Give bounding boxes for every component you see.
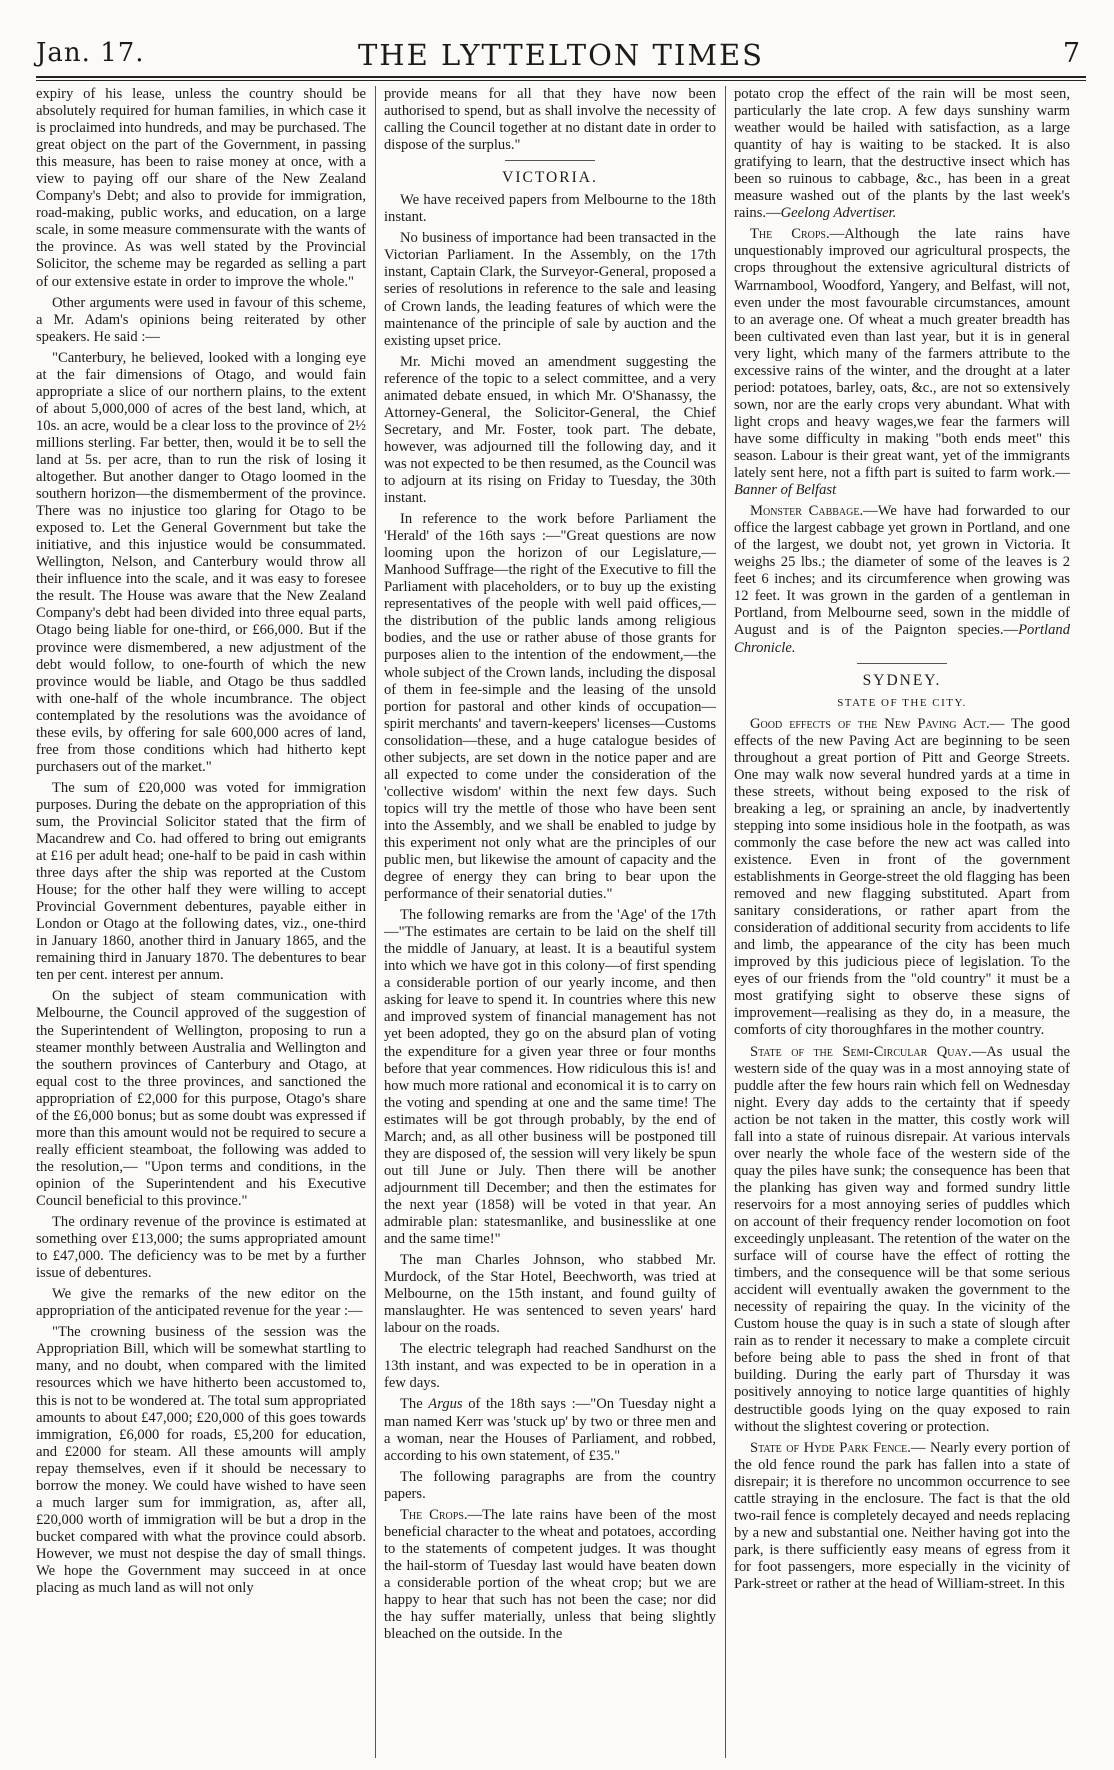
article-paragraph: [384, 1507, 716, 1643]
article-paragraph: [734, 226, 1070, 499]
crops2-text: —Although the late rains have unquestionably improved our agricultural prospects, the crops throughout the extensive agricultural districts of Warrnambool, Woodford, Yangery, and Belfast, will not, even under the most favourable circumstances, amount to an average one. Of wheat a much greater breadth has been cultivated even than last year, but it is in general very light, which many of the farmers attribute to the excessive rains of the winter, and the drought at a later period: potatoes, barley, oats, &c., are not so extensively sown, nor are the early crops very abundant. What with light crops and heavy wages,we fear the farmers will have some difficulty in making "both ends meet" this season. Labour is their great want, yet of the immigrants lately sent here, not a fifth part is suited to farm work.—: [734, 226, 1070, 482]
article-paragraph: [734, 716, 1070, 1040]
masthead-rule: [36, 76, 1086, 78]
crops2-heading: The Crops.: [750, 226, 830, 243]
article-paragraph: Mr. Michi moved an amendment suggesting the reference of the topic to a select committee, and a very animated debate ensued, in which Mr. O'Shanassy, the Attorney-General, the Solicitor-General, the Chief Secretary, and Mr. Foster, took part. The debate, however, was adjourned till the following day, and it was not expected to be then resumed, as the Council was to adjourn at its rising on Friday to Tuesday, the 30th instant.: [384, 353, 716, 507]
section-divider: [857, 663, 947, 664]
section-heading-victoria: VICTORIA.: [502, 169, 598, 187]
column-1: [36, 86, 366, 1758]
paving-text: — The good effects of the new Paving Act are beginning to be seen throughout a great portion of Pitt and George Streets. One may walk now several hundred yards at a time in these streets, without being exposed to the risk of breaking a leg, or spraining an ancle, by inadvertently stepping into some insidious hole in the footpath, as was commonly the case before the new act was called into existence. Even in front of the government establishments in George-street the old flagging has been removed and new flagging substituted. Apart from sanitary considerations, or rather apart from the consideration of additional security from accidents to life and limb, the appearance of the city has been much improved by this judicious piece of legislation. To the eyes of our friends from the "old country" it must be a most gratifying sight to observe these signs of improvement—realising as they do, in a measure, the comforts of city thoroughfares in the mother country.: [734, 715, 1070, 1039]
crops-heading: The Crops.: [400, 1506, 468, 1523]
page-number: 7: [1062, 38, 1080, 69]
article-paragraph: On the subject of steam communication with Melbourne, the Council approved of the suggestion of the Superintendent of Wellington, proposing to run a steamer monthly between Australia and Wellington and the southern provinces of Canterbury and Otago, at equal cost to the three provinces, and sanctioned the appropriation of £2,000 for this purpose, Otago's share of the £6,000 bonus; but as some doubt was expressed if more than this amount would not be required to secure a really efficient steamboat, the following was added to the resolution,— "Upon terms and conditions, in the opinion of the Superintendent and his Executive Council beneficial to this province.": [36, 988, 366, 1209]
cabbage-text: —We have had forwarded to our office the largest cabbage yet grown in Portland, and one of the largest, we doubt not, yet grown in Victoria. It weighs 25 lbs.; the diameter of some of the leaves is 2 feet 6 inches; and its circumference when growing was 12 feet. It was grown in the garden of a gentleman in Portland, from Melbourne seed, sown in the middle of August and is of the Paignton species.—: [734, 503, 1070, 639]
column-2: [384, 86, 716, 1758]
article-paragraph: [384, 1396, 716, 1464]
article-paragraph: [734, 86, 1070, 222]
article-paragraph: The electric telegraph had reached Sandhurst on the 13th instant, and was expected to be in operation in a few days.: [384, 1341, 716, 1392]
article-paragraph: The sum of £20,000 was voted for immigration purposes. During the debate on the appropriation of this sum, the Provincial Solicitor stated that the firm of Macandrew and Co. had offered to bring out emigrants at £16 per adult head; one-half to be paid in cash within three days after the ship was reported at the Custom House; for the other half they were willing to accept Provincial Government debentures, payable either in London or Otago at the following dates, viz., one-third in January 1860, another third in January 1865, and the remaining third in January 1870. The debentures to bear ten per cent. interest per annum.: [36, 779, 366, 984]
fence-heading: State of Hyde Park Fence.: [750, 1439, 911, 1456]
article-paragraph: [734, 503, 1070, 656]
geelong-source: Geelong Advertiser.: [780, 205, 897, 222]
cabbage-source: Portland Chronicle.: [734, 622, 1070, 656]
argus-lead: The: [400, 1396, 429, 1413]
fence-text: — Nearly every portion of the old fence round the park has fallen into a state of disrepair; it is therefore no uncommon occurrence to see cattle straying in the enclosure. The fact is that the old two-rail fence is completely decayed and needs replacing by a new and substantial one. Neither having got into the park, is there sufficiently easy means of egress from it for foot passengers, more especially in the vicinity of Park-street or rather at the head of William-street. In this: [734, 1439, 1070, 1592]
article-paragraph: The man Charles Johnson, who stabbed Mr. Murdock, of the Star Hotel, Beechworth, was tried at Melbourne, on the 15th instant, and found guilty of manslaughter. He was sentenced to seven years' hard labour on the roads.: [384, 1252, 716, 1337]
article-paragraph: [734, 1044, 1070, 1436]
section-heading-sydney: SYDNEY.: [862, 671, 942, 689]
article-paragraph: In reference to the work before Parliament the 'Herald' of the 16th says :—"Great questions are now looming upon the horizon of our Legislature,—Manhood Suffrage—the right of the Executive to fill the Parliament with placeholders, or to buy up the existing representatives of the people with well paid offices,—the distribution of the public lands among religious bodies, and the use or rather abuse of those grants for purposes alien to the intention of the endowment,—the whole subject of the Crown lands, including the disposal of them in fee-simple and the leasing of the unsold portion for pastoral and other kinds of occupation—spirit merchants' and tavern-keepers' licenses—Customs consolidation—these, and a huge catalogue besides of other subjects, are set down in the notice paper and are all expected to come under the consideration of the 'collective wisdom' within the next few days. Such topics will try the mettle of those who have been sent into the Assembly, and we shall be enabled to judge by this experiment not only what are the principles of our public men, but likewise the amount of capacity and the degree of energy they can bring to bear upon the performance of their senatorial duties.": [384, 511, 716, 903]
article-paragraph: "The crowning business of the session was the Appropriation Bill, which will be somewhat startling to many, and no doubt, when compared with the limited resources which we have hitherto been accustomed to, this is not to be wondered at. The total sum appropriated amounts to about £47,000; £20,000 of this goes towards immigration, £6,000 for roads, £5,200 for education, and £2000 for steam. All these amounts will amply repay themselves, even if it should be necessary to borrow the money. We could have wished to have seen a much larger sum for immigration, as, after all, £20,000 worth of immigration will be but a drop in the bucket compared with what the province could absorb. However, we must not despise the day of small things. We hope the Government may succeed in at once placing as much land as will not only: [36, 1324, 366, 1597]
column-divider: [725, 86, 726, 1758]
masthead-rule-thin: [36, 80, 1086, 81]
geelong-text: potato crop the effect of the rain will be most seen, particularly the late crop. A few days sunshiny warm weather would be hailed with satisfaction, as a large quantity of hay is waiting to be stacked. It is also gratifying to learn, that the destructive insect which has been so ruinous to cabbage, &c., has been in a great measure washed out of the plants by the last week's rains.—: [734, 86, 1070, 222]
section-divider: [505, 160, 595, 161]
article-paragraph: We give the remarks of the new editor on the appropriation of the anticipated revenue for the year :—: [36, 1286, 366, 1320]
quay-heading: State of the Semi-Circular Quay.: [750, 1043, 972, 1060]
article-paragraph: The ordinary revenue of the province is estimated at something over £13,000; the sums appropriated amount to £47,000. The deficiency was to be met by a further issue of debentures.: [36, 1214, 366, 1282]
crops2-source: Banner of Belfast: [734, 482, 837, 499]
argus-name: Argus: [428, 1396, 463, 1413]
article-paragraph: The following remarks are from the 'Age' of the 17th—"The estimates are certain to be laid on the shelf till the middle of January, at least. It is a beautiful system into which we have got in this colony—of first spending a considerable portion of our yearly income, and then asking for leave to spend it. In countries where this new and improved system of financial management has not yet been adopted, they go on the absurd plan of voting the expenditure for a given year three or four months before that year commences. How ridiculous this is! and how much more rational and economical it is to carry on the voting and spending at one and the same time! The estimates will be got through probably, by the end of March; and, as all other business will be postponed till they are disposed of, the session will very likely be spun out till June or July. Then there will be another adjournment till December; and then the estimates for the next year (1858) will be voted in that year. An admirable plan: statesmanlike, and businesslike at one and the same time!": [384, 907, 716, 1248]
article-paragraph: We have received papers from Melbourne to the 18th instant.: [384, 192, 716, 226]
article-paragraph: [734, 1440, 1070, 1593]
article-paragraph: Other arguments were used in favour of this scheme, a Mr. Adam's opinions being reiterated by other speakers. He said :—: [36, 294, 366, 345]
column-3: [734, 86, 1070, 1758]
article-paragraph: expiry of his lease, unless the country should be absolutely required for human families, in which case it is proclaimed into hundreds, and may be purchased. The great object on the part of the Government, in passing this measure, has been to raise money at once, with a view to paying off our share of the New Zealand Company's Debt; and also to provide for immigration, road-making, public works, and education, on a large scale, in some measure commensurate with the wants of the province. As was well stated by the Provincial Solicitor, the scheme may be regarded as selling a part of our extensive estate in order to improve the whole.": [36, 86, 366, 290]
masthead: [36, 8, 1086, 78]
article-paragraph: "Canterbury, he believed, looked with a longing eye at the fair dimensions of Otago, and would fain appropriate a slice of our northern plains, to the extent of about 5,000,000 of acres of the best land, which, at 10s. an acre, would be a clear loss to the province of 2½ millions sterling. Far better, then, would it be to sell the land at 5s. per acre, than to run the risk of losing it altogether. But another danger to Otago loomed in the southern horizon—the dismemberment of the province. There was no injustice too glaring for Otago to be exposed to. Let the General Government but take the initiative, and this injustice would be consummated. Wellington, Nelson, and Canterbury would throw all their influence into the scale, and it was easy to foresee the result. The House was aware that the New Zealand Company's debt had been divided into three equal parts, Otago being liable for one-third, or £66,000. But if the province were dismembered, a new adjustment of the debt would follow, to one-fourth of which the new province would be liable, and Otago be thus saddled with one-half of the whole incumbrance. The object contemplated by the resolutions was the avoidance of these evils, by offering for sale 600,000 acres of land, free from those conditions which had hitherto kept purchasers out of the market.": [36, 349, 366, 775]
article-paragraph: No business of importance had been transacted in the Victorian Parliament. In the Assembly, on the 17th instant, Captain Clark, the Surveyor-General, proposed a series of resolutions in reference to the sale and leasing of Crown lands, the leading features of which were the maintenance of the principle of sale by auction and the existing upset price.: [384, 230, 716, 349]
newspaper-title: THE LYTTELTON TIMES: [357, 38, 765, 72]
paving-heading: Good effects of the New Paving Act.: [750, 715, 990, 732]
cabbage-heading: Monster Cabbage.: [750, 503, 864, 520]
column-divider: [375, 86, 376, 1758]
article-paragraph: provide means for all that they have now been authorised to spend, but as shall involve the necessity of calling the Council together at no distant date in order to dispose of the surplus.": [384, 86, 716, 154]
argus-text: of the 18th says :—"On Tuesday night a man named Kerr was 'stuck up' by two or three men and a woman, near the Houses of Parliament, and robbed, according to his own statement, of £35.": [384, 1396, 716, 1464]
issue-date: Jan. 17.: [36, 38, 145, 68]
quay-text: —As usual the western side of the quay was in a most annoying state of puddle after the few hours rain which fell on Wednesday night. Every day adds to the certainty that if speedy action be not taken in the matter, this costly work will fall into a state of ruinous disrepair. At various intervals over nearly the whole face of the western side of the quay the piles have sunk; the consequence has been that the planking has given way and formed sundry little reservoirs for a most annoying series of puddles which on account of their frequency render locomotion on foot exceedingly unpleasant. The retention of the water on the surface will of course have the effect of rotting the timbers, and the consequence will be that some serious accident will eventually awaken the government to the necessity of repairing the quay. In the vicinity of the Custom house the quay is in such a state of slough after rain as to render it necessary to make a complete circuit before being able to pass the shed in front of that building. During the early part of Thursday it was positively annoying to notice large quantities of highly destructible goods lying on the quay exposed to rain without the slightest covering or protection.: [734, 1043, 1070, 1435]
article-paragraph: The following paragraphs are from the country papers.: [384, 1468, 716, 1502]
section-subheading: STATE OF THE CITY.: [837, 696, 967, 709]
crops-text: —The late rains have been of the most beneficial character to the wheat and potatoes, according to the statements of competent judges. It was thought the hail-storm of Tuesday last would have beaten down a considerable portion of the wheat crop; but we are happy to hear that such has not been the case; nor did the hay suffer materially, unless that being slightly bleached on the outside. In the: [384, 1506, 716, 1643]
